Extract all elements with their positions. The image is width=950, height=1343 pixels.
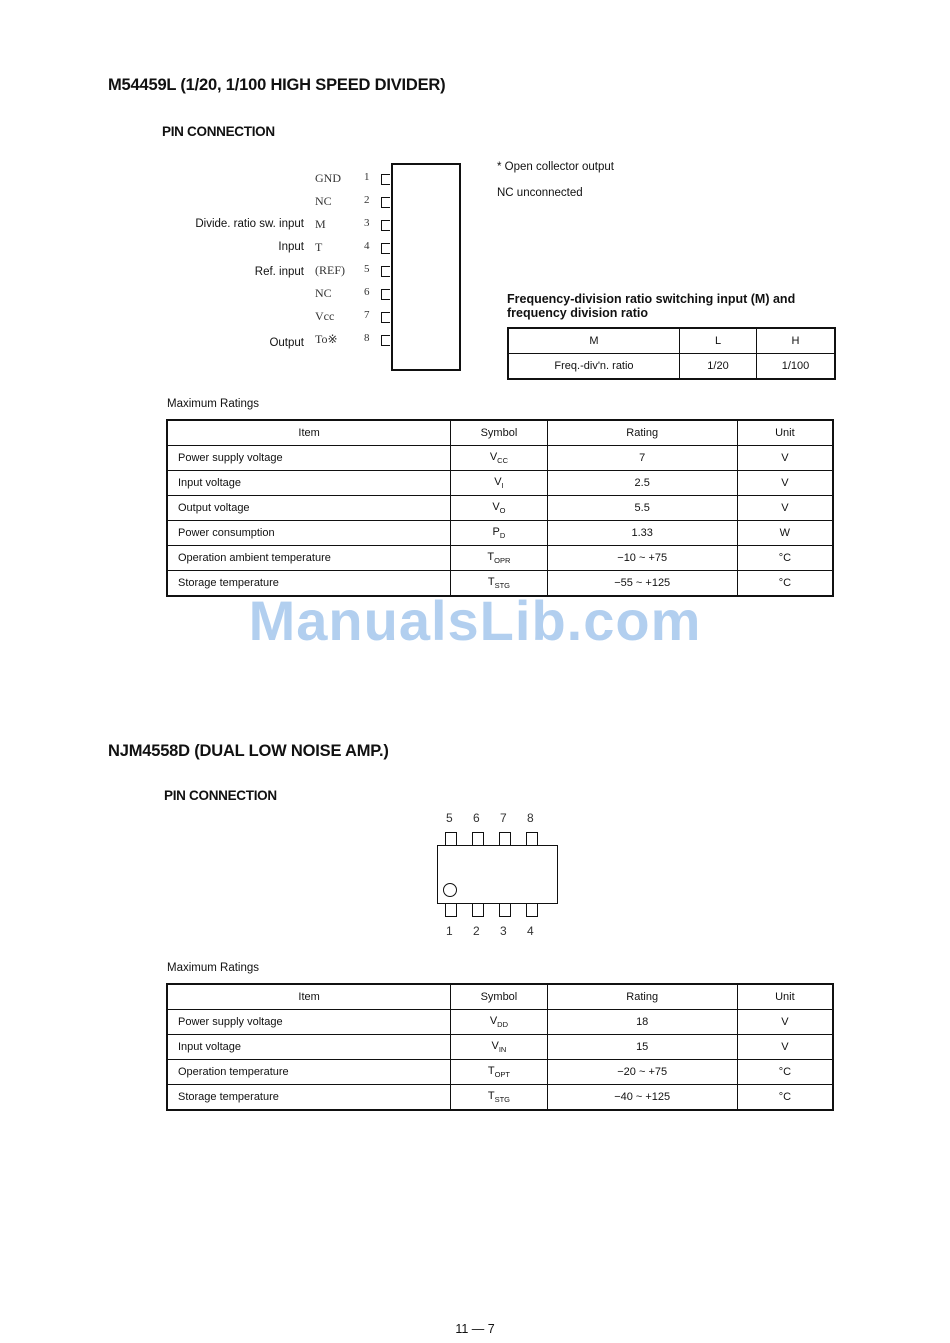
cell-item: Power consumption bbox=[167, 521, 451, 546]
pin-symbol: NC bbox=[315, 286, 332, 300]
pin-lead-icon bbox=[381, 220, 390, 231]
max-ratings-label-1: Maximum Ratings bbox=[167, 398, 260, 410]
section-title-m54459l: M54459L (1/20, 1/100 HIGH SPEED DIVIDER) bbox=[108, 76, 446, 94]
section-title-njm4558d: NJM4558D (DUAL LOW NOISE AMP.) bbox=[108, 742, 389, 760]
cell-symbol bbox=[451, 1085, 547, 1111]
column-header: Item bbox=[167, 420, 451, 446]
pin-symbol: (REF) bbox=[315, 263, 345, 277]
pin-number: 8 bbox=[364, 332, 370, 344]
cell-rating: 2.5 bbox=[547, 471, 737, 496]
symbol-subscript: OPR bbox=[494, 556, 511, 565]
freq-row-h: 1/100 bbox=[757, 354, 836, 380]
symbol-subscript: IN bbox=[498, 1045, 507, 1054]
pin-lead-icon bbox=[499, 832, 511, 845]
cell-rating: −40 ~ +125 bbox=[547, 1085, 737, 1111]
symbol-subscript: DD bbox=[497, 1020, 508, 1029]
symbol-subscript: STG bbox=[494, 581, 510, 590]
table-row bbox=[167, 521, 833, 546]
column-header: Rating bbox=[547, 984, 737, 1010]
cell-unit: V bbox=[737, 496, 833, 521]
pin-lead-icon bbox=[381, 312, 390, 323]
pin-number: 7 bbox=[364, 309, 370, 321]
symbol-subscript: CC bbox=[497, 456, 509, 465]
cell-item: Storage temperature bbox=[167, 571, 451, 597]
pin-lead-icon bbox=[472, 904, 484, 917]
symbol-main: T bbox=[487, 576, 495, 588]
note-nc: NC unconnected bbox=[497, 187, 583, 199]
cell-item: Storage temperature bbox=[167, 1085, 451, 1111]
cell-rating: 18 bbox=[547, 1010, 737, 1035]
column-header: Rating bbox=[547, 420, 737, 446]
max-ratings-table-1 bbox=[166, 419, 834, 597]
cell-unit: V bbox=[737, 471, 833, 496]
pin-symbol: Vcc bbox=[315, 309, 335, 323]
pin-symbol: To※ bbox=[315, 332, 338, 346]
pin-lead-icon bbox=[381, 197, 390, 208]
table-row bbox=[167, 496, 833, 521]
pin-number: 2 bbox=[364, 194, 370, 206]
pin-description: Input bbox=[278, 241, 304, 253]
pin-lead-icon bbox=[381, 266, 390, 277]
cell-unit: V bbox=[737, 446, 833, 471]
symbol-subscript: I bbox=[501, 481, 504, 490]
cell-item: Power supply voltage bbox=[167, 446, 451, 471]
cell-item: Input voltage bbox=[167, 471, 451, 496]
page-number: 11 — 7 bbox=[455, 1322, 495, 1336]
pin-lead-icon bbox=[381, 243, 390, 254]
freq-table-title-line2: frequency division ratio bbox=[507, 306, 649, 320]
freq-table-title-line1: Frequency-division ratio switching input (M) and bbox=[507, 292, 796, 306]
pin-lead-icon bbox=[472, 832, 484, 845]
pin-lead-icon bbox=[381, 289, 390, 300]
symbol-subscript: O bbox=[499, 506, 506, 515]
freq-row-label: Freq.-div'n. ratio bbox=[508, 354, 680, 380]
cell-unit: W bbox=[737, 521, 833, 546]
chip-body bbox=[391, 163, 461, 371]
column-header: Item bbox=[167, 984, 451, 1010]
pin-description: Divide. ratio sw. input bbox=[195, 218, 304, 230]
cell-rating: 5.5 bbox=[547, 496, 737, 521]
pin-number: 4 bbox=[364, 240, 370, 252]
cell-item: Power supply voltage bbox=[167, 1010, 451, 1035]
cell-rating: −10 ~ +75 bbox=[547, 546, 737, 571]
table-row bbox=[167, 471, 833, 496]
cell-unit: °C bbox=[737, 571, 833, 597]
cell-unit: V bbox=[737, 1010, 833, 1035]
table-row bbox=[167, 546, 833, 571]
njm4558d-pin-diagram bbox=[420, 808, 580, 943]
cell-symbol bbox=[451, 446, 547, 471]
pin-symbol: NC bbox=[315, 194, 332, 208]
pin-number: 4 bbox=[527, 924, 534, 938]
freq-ratio-table bbox=[507, 327, 836, 380]
table-header-row bbox=[167, 984, 833, 1010]
pin-number: 5 bbox=[446, 811, 453, 825]
pin-symbol: GND bbox=[315, 171, 341, 185]
symbol-main: V bbox=[494, 476, 502, 488]
pin1-marker-icon bbox=[443, 883, 457, 897]
cell-item: Output voltage bbox=[167, 496, 451, 521]
cell-symbol bbox=[451, 1035, 547, 1060]
table-header-row bbox=[167, 420, 833, 446]
max-ratings-label-2: Maximum Ratings bbox=[167, 962, 260, 974]
cell-unit: °C bbox=[737, 546, 833, 571]
cell-symbol bbox=[451, 496, 547, 521]
pin-number: 1 bbox=[364, 171, 370, 183]
table-row bbox=[167, 1085, 833, 1111]
freq-header-l: L bbox=[680, 328, 757, 354]
pin-number: 6 bbox=[364, 286, 370, 298]
symbol-main: T bbox=[487, 551, 495, 563]
pin-lead-icon bbox=[526, 832, 538, 845]
cell-rating: 15 bbox=[547, 1035, 737, 1060]
freq-table-title bbox=[507, 292, 795, 320]
symbol-main: V bbox=[489, 451, 498, 463]
pin-lead-icon bbox=[381, 335, 390, 346]
column-header: Unit bbox=[737, 420, 833, 446]
cell-rating: 7 bbox=[547, 446, 737, 471]
cell-symbol bbox=[451, 1060, 547, 1085]
pin-lead-icon bbox=[499, 904, 511, 917]
pin-number: 8 bbox=[527, 811, 534, 825]
table-row bbox=[167, 1035, 833, 1060]
chip-body bbox=[437, 845, 558, 904]
symbol-main: V bbox=[489, 1015, 498, 1027]
cell-item: Operation ambient temperature bbox=[167, 546, 451, 571]
pin-number: 3 bbox=[500, 924, 507, 938]
pin-lead-icon bbox=[445, 832, 457, 845]
watermark: ManualsLib.com bbox=[248, 589, 702, 652]
table-row bbox=[167, 1060, 833, 1085]
table-row bbox=[167, 1010, 833, 1035]
table-row bbox=[508, 354, 835, 380]
note-open-collector: * Open collector output bbox=[497, 161, 614, 173]
pin-description: Output bbox=[269, 337, 304, 349]
pin-number: 7 bbox=[500, 811, 507, 825]
cell-rating: −55 ~ +125 bbox=[547, 571, 737, 597]
table-row bbox=[508, 328, 835, 354]
symbol-subscript: STG bbox=[494, 1095, 510, 1104]
cell-rating: 1.33 bbox=[547, 521, 737, 546]
pin-number: 6 bbox=[473, 811, 480, 825]
cell-unit: °C bbox=[737, 1085, 833, 1111]
pin-number: 3 bbox=[364, 217, 370, 229]
pin-lead-icon bbox=[445, 904, 457, 917]
symbol-main: V bbox=[492, 501, 500, 513]
symbol-main: T bbox=[487, 1090, 495, 1102]
cell-symbol bbox=[451, 521, 547, 546]
column-header: Symbol bbox=[451, 984, 547, 1010]
table-row bbox=[167, 446, 833, 471]
symbol-subscript: D bbox=[499, 531, 506, 540]
pin-symbol: T bbox=[315, 240, 323, 254]
pin-connection-title-2: PIN CONNECTION bbox=[164, 788, 277, 803]
cell-item: Operation temperature bbox=[167, 1060, 451, 1085]
pin-description: Ref. input bbox=[254, 266, 304, 278]
pin-symbol: M bbox=[315, 217, 326, 231]
symbol-main: V bbox=[491, 1040, 499, 1052]
m54459l-pin-diagram bbox=[170, 160, 470, 375]
column-header: Unit bbox=[737, 984, 833, 1010]
cell-symbol bbox=[451, 471, 547, 496]
column-header: Symbol bbox=[451, 420, 547, 446]
pin-number: 5 bbox=[364, 263, 370, 275]
cell-rating: −20 ~ +75 bbox=[547, 1060, 737, 1085]
symbol-main: T bbox=[487, 1065, 495, 1077]
freq-header-m: M bbox=[508, 328, 680, 354]
pin-lead-icon bbox=[526, 904, 538, 917]
cell-unit: V bbox=[737, 1035, 833, 1060]
pin-number: 1 bbox=[446, 924, 453, 938]
cell-unit: °C bbox=[737, 1060, 833, 1085]
freq-header-h: H bbox=[757, 328, 836, 354]
cell-symbol bbox=[451, 1010, 547, 1035]
max-ratings-table-2 bbox=[166, 983, 834, 1111]
symbol-subscript: OPT bbox=[494, 1070, 510, 1079]
pin-number: 2 bbox=[473, 924, 480, 938]
symbol-main: P bbox=[492, 526, 500, 538]
pin-connection-title: PIN CONNECTION bbox=[162, 124, 275, 139]
freq-row-l: 1/20 bbox=[680, 354, 757, 380]
cell-symbol bbox=[451, 546, 547, 571]
cell-item: Input voltage bbox=[167, 1035, 451, 1060]
pin-lead-icon bbox=[381, 174, 390, 185]
